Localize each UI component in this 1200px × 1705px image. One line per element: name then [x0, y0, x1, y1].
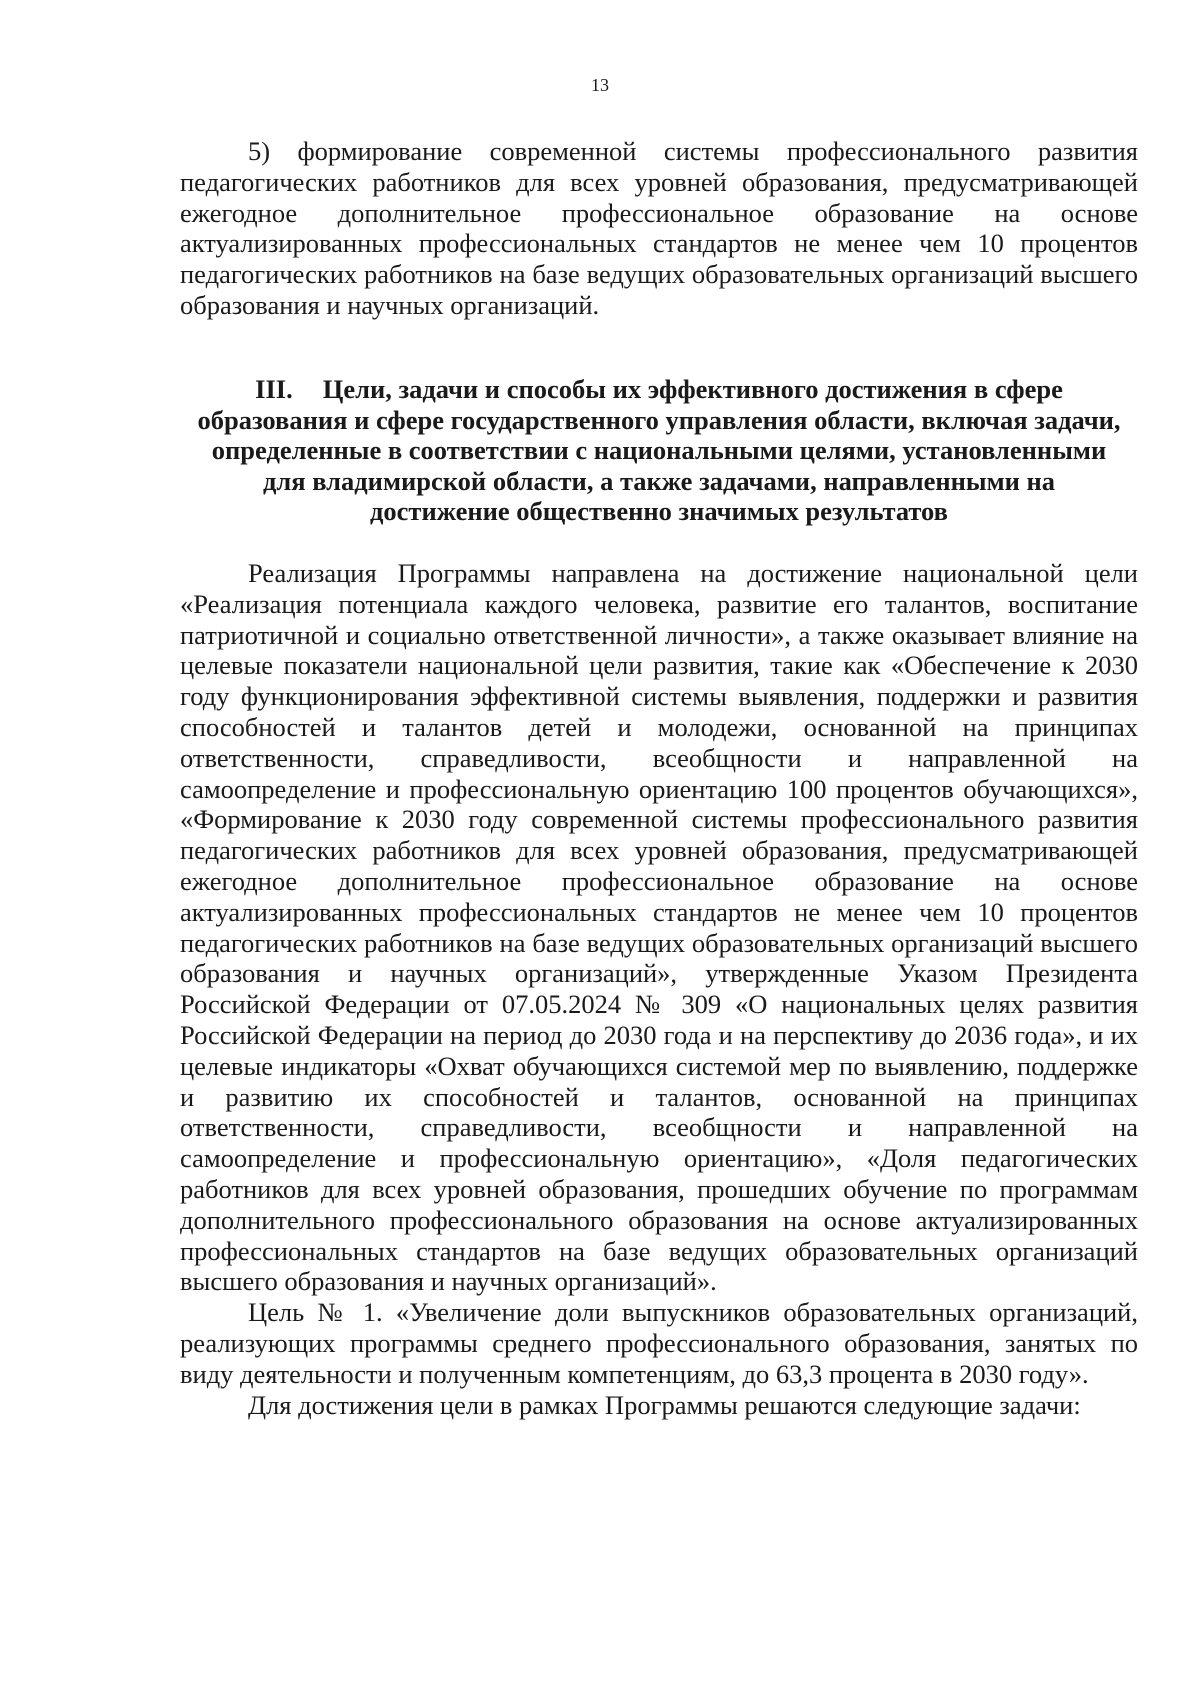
section-number: III.: [255, 374, 293, 404]
paragraph-tasks-intro: Для достижения цели в рамках Программы решаются следующие задачи:: [248, 1389, 1081, 1420]
intro-paragraph: 5) формирование современной системы профессионального развития педагогических работников для всех уровней образования, предусматривающей ежегодное дополнительное профессиональное образование на основе актуализированных профессиональных стандартов не менее чем 10 процентов педагогических работников на базе ведущих образовательных организаций высшего образования и научных организаций.: [180, 136, 1138, 320]
paragraph-goal-1: Цель № 1. «Увеличение доли выпускников образовательных организаций, реализующих программы среднего профессионального образования, занятых по виду деятельности и полученным компетенциям, до 63,3 процента в 2030 году».: [180, 1297, 1138, 1389]
intro-section: [180, 136, 1138, 321]
section-heading: [190, 374, 1128, 527]
section-title: Цели, задачи и способы их эффективного достижения в сфере образования и сфере государственного управления области, включая задачи, определенные в соответствии с национальными целями, установленными для владимирской области, а также задачами, направленными на достижение общественно значимых результатов: [197, 374, 1121, 526]
page-number: 13: [591, 75, 609, 95]
paragraph-program-goal: Реализация Программы направлена на достижение национальной цели «Реализация потенциала каждого человека, развитие его талантов, воспитание патриотичной и социально ответственной личности», а также оказывает влияние на целевые показатели национальной цели развития, такие как «Обеспечение к 2030 году функционирования эффективной системы выявления, поддержки и развития способностей и талантов детей и молодежи, основанной на принципах ответственности, справедливости, всеобщности и направленной на самоопределение и профессиональную ориентацию 100 процентов обучающихся», «Формирование к 2030 году современной системы профессионального развития педагогических работников для всех уровней образования, предусматривающей ежегодное дополнительное профессиональное образование на основе актуализированных профессиональных стандартов не менее чем 10 процентов педагогических работников на базе ведущих образовательных организаций высшего образования и научных организаций», утвержденные Указом Президента Российской Федерации от 07.05.2024 № 309 «О национальных целях развития Российской Федерации на период до 2030 года и на перспективу до 2036 года», и их целевые индикаторы «Охват обучающихся системой мер по выявлению, поддержке и развитию их способностей и талантов, основанной на принципах ответственности, справедливости, всеобщности и направленной на самоопределение и профессиональную ориентацию», «Доля педагогических работников для всех уровней образования, прошедших обучение по программам дополнительного профессионального образования на основе актуализированных профессиональных стандартов на базе ведущих образовательных организаций высшего образования и научных организаций».: [180, 558, 1138, 1297]
main-section: [180, 558, 1138, 1420]
